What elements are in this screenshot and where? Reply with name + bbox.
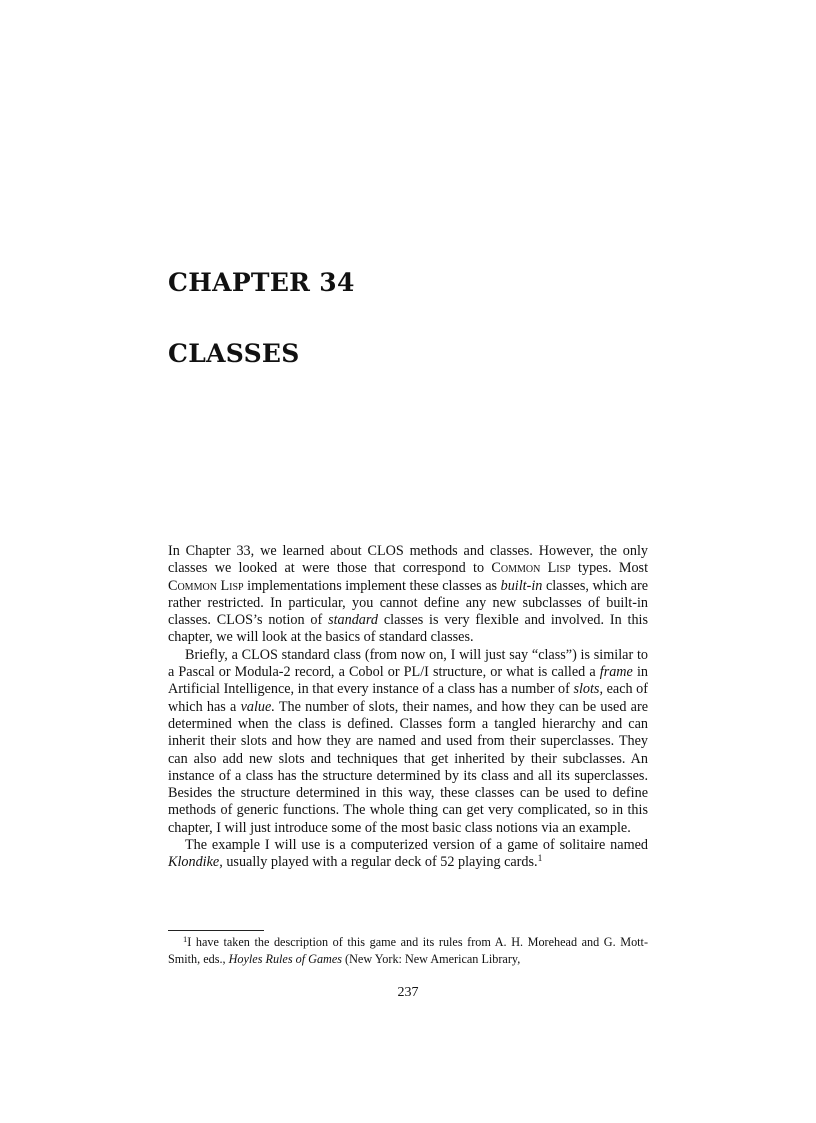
emphasized-term: standard: [328, 612, 378, 629]
text-run: Briefly, a CLOS standard class (from now on, I will just say “class”) is similar to a Pascal or Modula-2 record, a Cobol or PL/I structure, or what is called a: [168, 646, 648, 681]
footnote-marker: 1: [183, 934, 188, 944]
emphasized-term: built-in: [500, 577, 543, 594]
emphasized-term: Klondike,: [168, 854, 223, 871]
text-run: The example I will use is a computerized version of a game of solitaire named: [185, 837, 648, 854]
paragraph: [168, 543, 648, 647]
emphasized-term: value.: [240, 698, 275, 715]
text-run: In Chapter 33, we learned about CLOS methods and classes. However, the only classes we looked at were those that correspond to: [168, 543, 648, 577]
paragraph: [168, 837, 648, 872]
text-run: usually played with a regular deck of 52 playing cards.: [222, 854, 538, 871]
chapter-number: CHAPTER 34: [168, 268, 355, 297]
footnote: [168, 934, 648, 968]
emphasized-term: frame: [599, 664, 633, 681]
text-run: The number of slots, their names, and how they can be used are determined when the class is defined. Classes form a tangled hierarchy and can inherit their slots and how they are named and used from their superclasses. They can also add new slots and techniques that get inherited by their subclasses. An instance of a class has the structure determined by its class and all its superclasses. Besides the structure determined in this way, these classes can be used to define methods of generic functions. The whole thing can get very complicated, so in this chapter, I will just introduce some of the most basic class notions via an example.: [168, 698, 648, 836]
text-run: each of which has a: [168, 681, 648, 715]
paragraph: [168, 647, 648, 837]
body-text: [168, 543, 648, 872]
footnote-rule: [168, 930, 264, 931]
emphasized-term: slots,: [573, 681, 604, 698]
chapter-title: CLASSES: [168, 339, 300, 368]
footnote-reference: 1: [537, 854, 543, 865]
page-number: 237: [397, 985, 419, 1000]
emphasized-term: Hoyles Rules of Games: [228, 952, 342, 966]
text-run: in Artificial Intelligence, in that every instance of a class has a number of: [168, 664, 648, 698]
text-run: classes is very flexible and involved. In this chapter, we will look at the basics of standard classes.: [168, 612, 649, 646]
text-run: (New York: New American Library,: [342, 952, 521, 966]
small-caps-term: Common Lisp: [168, 577, 244, 594]
text-run: implementations implement these classes as: [243, 577, 501, 594]
text-run: classes, which are rather restricted. In particular, you cannot define any new subclasses of built-in classes. CLOS’s notion of: [168, 577, 648, 629]
small-caps-term: Common Lisp: [491, 560, 571, 577]
footnote-text: [168, 935, 648, 966]
text-run: types. Most: [570, 560, 649, 577]
text-run: I have taken the description of this game and its rules from A. H. Morehead and G. Mott-Smith, eds.,: [168, 935, 648, 966]
